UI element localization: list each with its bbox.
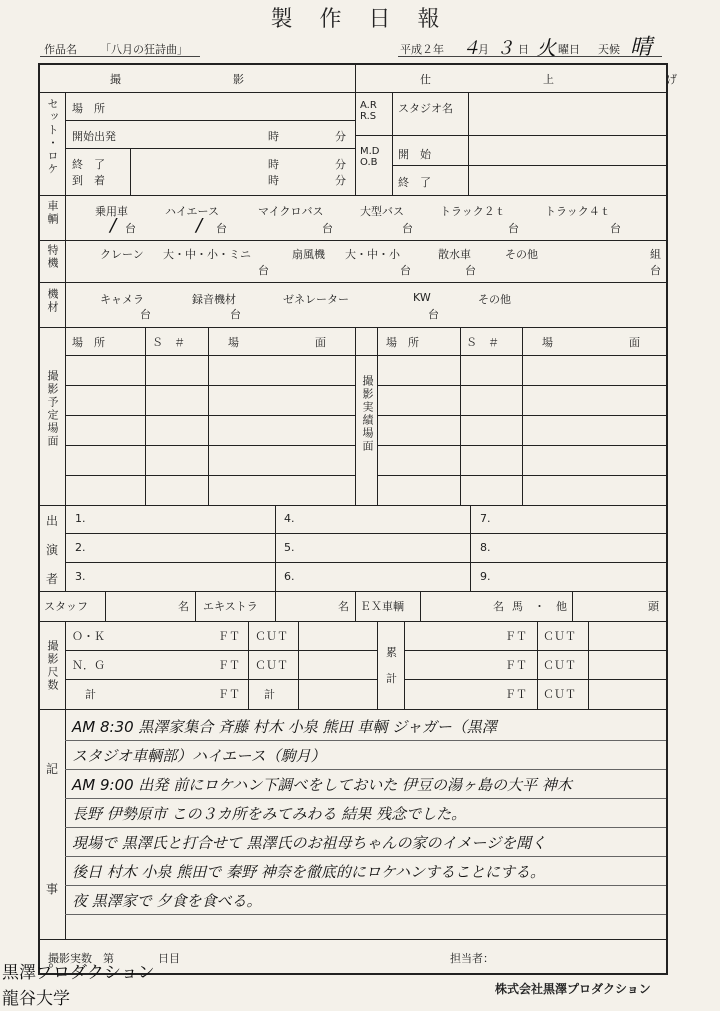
month-unit: 月 xyxy=(478,43,489,56)
set-loc-label: セット・ロケ xyxy=(46,98,59,176)
equipment-unit-2: 台 xyxy=(230,308,241,321)
start-label: 開始出発 xyxy=(72,130,116,143)
special-unit-3: 台 xyxy=(465,264,476,277)
start-hour: 時 xyxy=(268,130,279,143)
work-label: 作品名 xyxy=(44,43,77,56)
total-cut-label: 計 xyxy=(264,688,275,701)
crane-label: クレーン xyxy=(100,248,144,261)
cum-total-ft: ＦＴ xyxy=(505,688,527,701)
horse-unit: 頭 xyxy=(648,600,659,613)
vehicle-unit-2: 台 xyxy=(216,222,227,235)
equipment-label: 機材 xyxy=(46,288,59,314)
cast-num-5: 5. xyxy=(284,541,295,554)
special-label: 特機 xyxy=(46,244,59,270)
equipment-unit-3: 台 xyxy=(428,308,439,321)
actual-scenes-label: 撮影実績場面 xyxy=(361,375,374,453)
end-hour: 時 xyxy=(268,158,279,171)
vehicle-microbus: マイクロバス xyxy=(258,205,324,218)
ok-label: Ｏ・Ｋ xyxy=(72,630,105,643)
cum-ok-ft: ＦＴ xyxy=(505,630,527,643)
special-other-label: その他 xyxy=(505,248,538,261)
water-truck-label: 散水車 xyxy=(438,248,471,261)
form-title: 製 作 日 報 xyxy=(270,7,450,32)
cast-num-8: 8. xyxy=(480,541,491,554)
note-line-5: 現場で 黒澤氏と打合せて 黒澤氏のお祖母ちゃんの家のイメージを聞く xyxy=(72,834,547,852)
ng-ft: ＦＴ xyxy=(218,659,240,672)
day-unit: 日 xyxy=(518,43,529,56)
generator-label: ゼネレーター xyxy=(283,293,349,306)
plan-scenes-label: 撮影予定場面 xyxy=(46,370,59,448)
footage-label: 撮影尺数 xyxy=(46,640,59,692)
cumulative-label: 累計 xyxy=(386,646,397,685)
hiace-count: / xyxy=(196,215,203,236)
start-minute: 分 xyxy=(335,130,346,143)
horse-label: 馬 ・ 他 xyxy=(512,600,567,613)
cast-num-4: 4. xyxy=(284,512,295,525)
actual-place-header: 場 所 xyxy=(386,336,419,349)
sound-label: 録音機材 xyxy=(192,293,236,306)
md-ob-label: M.D O.B xyxy=(360,146,380,168)
cum-ng-cut: ＣＵＴ xyxy=(543,659,576,672)
vehicle-unit-3: 台 xyxy=(322,222,333,235)
cast-label-1: 出 xyxy=(46,514,59,528)
place-label: 場 所 xyxy=(72,102,105,115)
arrive-label: 到 着 xyxy=(72,174,105,187)
arrive-hour: 時 xyxy=(268,174,279,187)
special-unit-2: 台 xyxy=(400,264,411,277)
kw-label: KW xyxy=(413,291,431,304)
special-unit-4: 台 xyxy=(650,264,661,277)
vehicle-unit-1: 台 xyxy=(125,222,136,235)
ok-cut: ＣＵＴ xyxy=(255,630,288,643)
cast-num-7: 7. xyxy=(480,512,491,525)
crane-sizes: 大・中・小・ミニ xyxy=(163,248,251,261)
cast-num-9: 9. xyxy=(480,570,491,583)
note-line-6: 後日 村木 小泉 熊田で 秦野 神奈を徹底的にロケハンすることにする。 xyxy=(72,863,545,881)
end-minute: 分 xyxy=(335,158,346,171)
actual-scene-header: 場 面 xyxy=(542,336,658,349)
shoot-days-label: 撮影実数 第 日目 xyxy=(48,952,180,965)
cast-num-6: 6. xyxy=(284,570,295,583)
extra-label: エキストラ xyxy=(203,600,258,613)
camera-label: キャメラ xyxy=(100,293,144,306)
equipment-unit-1: 台 xyxy=(140,308,151,321)
vehicle-truck2: トラック２ｔ xyxy=(440,205,506,218)
watermark-line-2: 龍谷大学 xyxy=(2,989,70,1009)
cum-total-cut: ＣＵＴ xyxy=(543,688,576,701)
total-label: 計 xyxy=(85,688,96,701)
ok-ft: ＦＴ xyxy=(218,630,240,643)
note-line-2: スタジオ車輌部）ハイエース（駒月） xyxy=(72,747,326,765)
work-title: 「八月の狂詩曲」 xyxy=(100,43,188,56)
vehicle-unit-5: 台 xyxy=(508,222,519,235)
note-line-3: AM 9:00 出発 前にロケハン下調べをしておいた 伊豆の湯ヶ島の大平 神木 xyxy=(72,776,572,794)
vehicle-unit-6: 台 xyxy=(610,222,621,235)
note-line-7: 夜 黒澤家で 夕食を食べる。 xyxy=(72,892,262,910)
vehicle-unit-4: 台 xyxy=(402,222,413,235)
finish-header: 仕 上 げ xyxy=(420,73,707,86)
note-line-1: AM 8:30 黒澤家集合 斉藤 村木 小泉 熊田 車輌 ジャガー（黒澤 xyxy=(72,718,497,736)
ex-car-unit: 名 xyxy=(493,600,504,613)
vehicle-truck4: トラック４ｔ xyxy=(545,205,611,218)
set-unit: 組 xyxy=(650,248,661,261)
month-value: ４ xyxy=(462,38,480,59)
cast-num-1: 1. xyxy=(75,512,86,525)
era-year: 平成２年 xyxy=(400,43,444,56)
ng-cut: ＣＵＴ xyxy=(255,659,288,672)
vehicle-car: 乗用車 xyxy=(95,205,128,218)
watermark-line-1: 黒澤プロダクション xyxy=(2,963,155,983)
plan-scene-no-header: Ｓ ＃ xyxy=(152,336,185,349)
vehicle-bus: 大型バス xyxy=(360,205,404,218)
plan-scene-header: 場 面 xyxy=(228,336,344,349)
ex-car-label: ＥＸ車輌 xyxy=(360,600,404,613)
fan-sizes: 大・中・小 xyxy=(345,248,400,261)
vehicles-label: 車輌 xyxy=(46,200,59,226)
special-unit-1: 台 xyxy=(258,264,269,277)
cast-label-3: 者 xyxy=(46,572,59,586)
ar-rs-label: A.R R.S xyxy=(360,100,377,122)
finish-start-label: 開 始 xyxy=(398,148,431,161)
studio-label: スタジオ名 xyxy=(398,102,453,115)
cum-ok-cut: ＣＵＴ xyxy=(543,630,576,643)
notes-label-1: 記 xyxy=(46,762,59,776)
total-ft: ＦＴ xyxy=(218,688,240,701)
plan-place-header: 場 所 xyxy=(72,336,105,349)
car-count: / xyxy=(110,215,117,236)
equipment-other-label: その他 xyxy=(478,293,511,306)
day-value: ３ xyxy=(496,38,514,59)
weather-label: 天候 xyxy=(598,43,620,56)
weather-value: 晴 xyxy=(630,35,653,60)
vehicle-hiace: ハイエース xyxy=(165,205,220,218)
staff-label: スタッフ xyxy=(44,600,88,613)
notes-label-2: 事 xyxy=(46,882,59,896)
finish-end-label: 終 了 xyxy=(398,176,431,189)
arrive-minute: 分 xyxy=(335,174,346,187)
cum-ng-ft: ＦＴ xyxy=(505,659,527,672)
ng-label: Ｎ．Ｇ xyxy=(72,659,105,672)
fan-label: 扇風機 xyxy=(292,248,325,261)
actual-scene-no-header: Ｓ ＃ xyxy=(466,336,499,349)
weekday-value: 火 xyxy=(536,36,556,60)
cast-num-2: 2. xyxy=(75,541,86,554)
note-line-4: 長野 伊勢原市 この３カ所をみてみわる 結果 残念でした。 xyxy=(72,805,467,823)
extra-unit: 名 xyxy=(338,600,349,613)
cast-label-2: 演 xyxy=(46,543,59,557)
company-name: 株式会社黒澤プロダクション xyxy=(495,982,651,996)
staff-unit: 名 xyxy=(178,600,189,613)
person-in-charge-label: 担当者： xyxy=(450,952,494,965)
shoot-header: 撮 影 xyxy=(110,73,274,86)
weekday-unit: 曜日 xyxy=(558,43,580,56)
cast-num-3: 3. xyxy=(75,570,86,583)
end-label: 終 了 xyxy=(72,158,105,171)
